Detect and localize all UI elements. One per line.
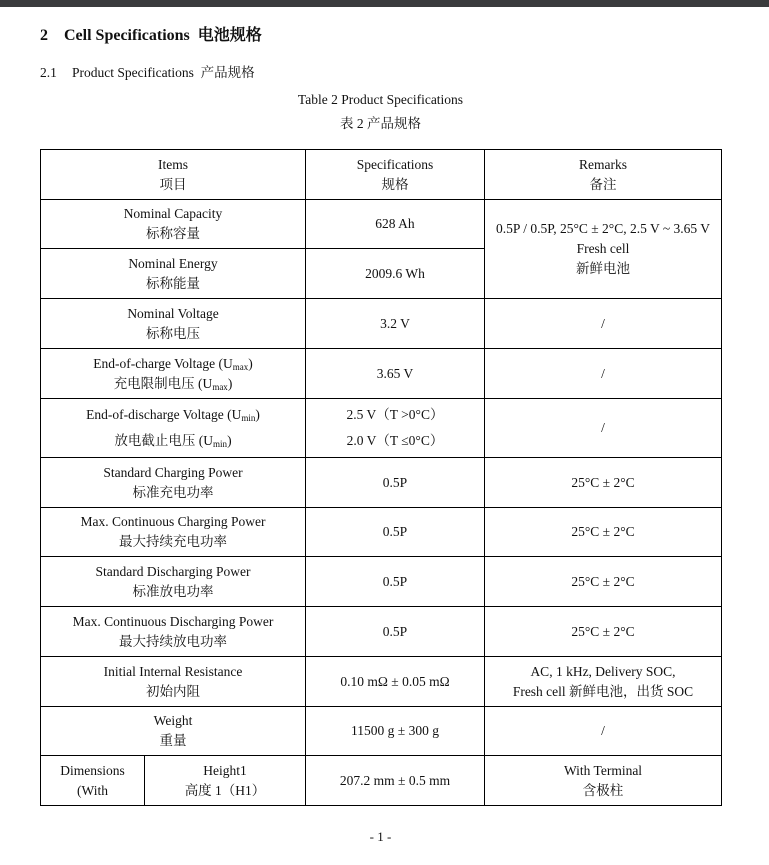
spec-cell: 0.10 mΩ ± 0.05 mΩ — [306, 657, 485, 707]
remark-cell: 0.5P / 0.5P, 25°C ± 2°C, 2.5 V ~ 3.65 V Fresh cell 新鲜电池 — [485, 200, 722, 299]
spec-cell: 2009.6 Wh — [306, 249, 485, 299]
remark-cell: AC, 1 kHz, Delivery SOC, Fresh cell 新鲜电池，出货 SOC — [485, 657, 722, 707]
remark-cell: 25°C ± 2°C — [485, 557, 722, 607]
spec-cell: 2.5 V（T >0°C） 2.0 V（T ≤0°C） — [306, 399, 485, 458]
subsection-heading — [40, 61, 255, 81]
viewer-top-bar — [0, 0, 769, 7]
subsection-number: 2.1 — [40, 65, 57, 80]
table-row — [41, 707, 722, 756]
header-items: Items 项目 — [41, 150, 306, 200]
remark-cell: / — [485, 399, 722, 458]
spec-cell: 0.5P — [306, 557, 485, 607]
table-caption-cn: 表 2 产品规格 — [340, 116, 421, 131]
table-caption-en: Table 2 Product Specifications — [297, 92, 464, 107]
item-cell: Nominal Voltage 标称电压 — [41, 299, 306, 349]
remark-cell: With Terminal 含极柱 — [485, 756, 722, 806]
table-row — [41, 458, 722, 508]
remark-cell: / — [485, 707, 722, 756]
spec-cell: 3.2 V — [306, 299, 485, 349]
remark-cell: 25°C ± 2°C — [485, 508, 722, 557]
remark-cell: / — [485, 299, 722, 349]
item-cell: Max. Continuous Charging Power 最大持续充电功率 — [41, 508, 306, 557]
subsection-title: Product Specifications — [72, 65, 194, 80]
section-title-cn: 电池规格 — [197, 27, 262, 44]
table-row — [41, 349, 722, 399]
item-cell: Nominal Energy 标称能量 — [41, 249, 306, 299]
table-row — [41, 508, 722, 557]
table-row — [41, 657, 722, 707]
page-number: - 1 - — [369, 829, 392, 844]
remark-cell: 25°C ± 2°C — [485, 607, 722, 657]
section-title: Cell Specifications — [64, 27, 190, 44]
table-row — [41, 200, 722, 249]
table-row — [41, 607, 722, 657]
item-cell: Standard Discharging Power 标准放电功率 — [41, 557, 306, 607]
subsection-title-cn: 产品规格 — [200, 65, 255, 80]
item-cell: Max. Continuous Discharging Power 最大持续放电功率 — [41, 607, 306, 657]
section-heading — [40, 22, 262, 45]
item-cell: Initial Internal Resistance 初始内阻 — [41, 657, 306, 707]
table-row — [41, 557, 722, 607]
table-header-row — [41, 150, 722, 200]
spec-cell: 11500 g ± 300 g — [306, 707, 485, 756]
table-row — [41, 756, 722, 806]
spec-cell: 0.5P — [306, 508, 485, 557]
spec-cell: 0.5P — [306, 607, 485, 657]
item-cell: End-of-discharge Voltage $(U_{min})$ 放电截止电压 $(U_{min})$ — [41, 399, 306, 458]
remark-cell: 25°C ± 2°C — [485, 458, 722, 508]
header-remarks: Remarks 备注 — [485, 150, 722, 200]
remark-cell: / — [485, 349, 722, 399]
section-number: 2 — [40, 27, 48, 44]
table-row — [41, 399, 722, 458]
item-cell: Nominal Capacity 标称容量 — [41, 200, 306, 249]
group-cell-dimensions: Dimensions (With — [41, 756, 145, 806]
table-row — [41, 299, 722, 349]
spec-cell: 207.2 mm ± 0.5 mm — [306, 756, 485, 806]
header-specifications: Specifications 规格 — [306, 150, 485, 200]
item-cell: Weight 重量 — [41, 707, 306, 756]
item-cell: End-of-charge Voltage $(U_{max})$ 充电限制电压 $(U_{max})$ — [41, 349, 306, 399]
item-cell: Height1 高度 1（H1） — [145, 756, 306, 806]
spec-cell: 0.5P — [306, 458, 485, 508]
item-cell: Standard Charging Power 标准充电功率 — [41, 458, 306, 508]
product-specifications-table — [40, 149, 722, 806]
spec-cell: 628 Ah — [306, 200, 485, 249]
spec-cell: 3.65 V — [306, 349, 485, 399]
